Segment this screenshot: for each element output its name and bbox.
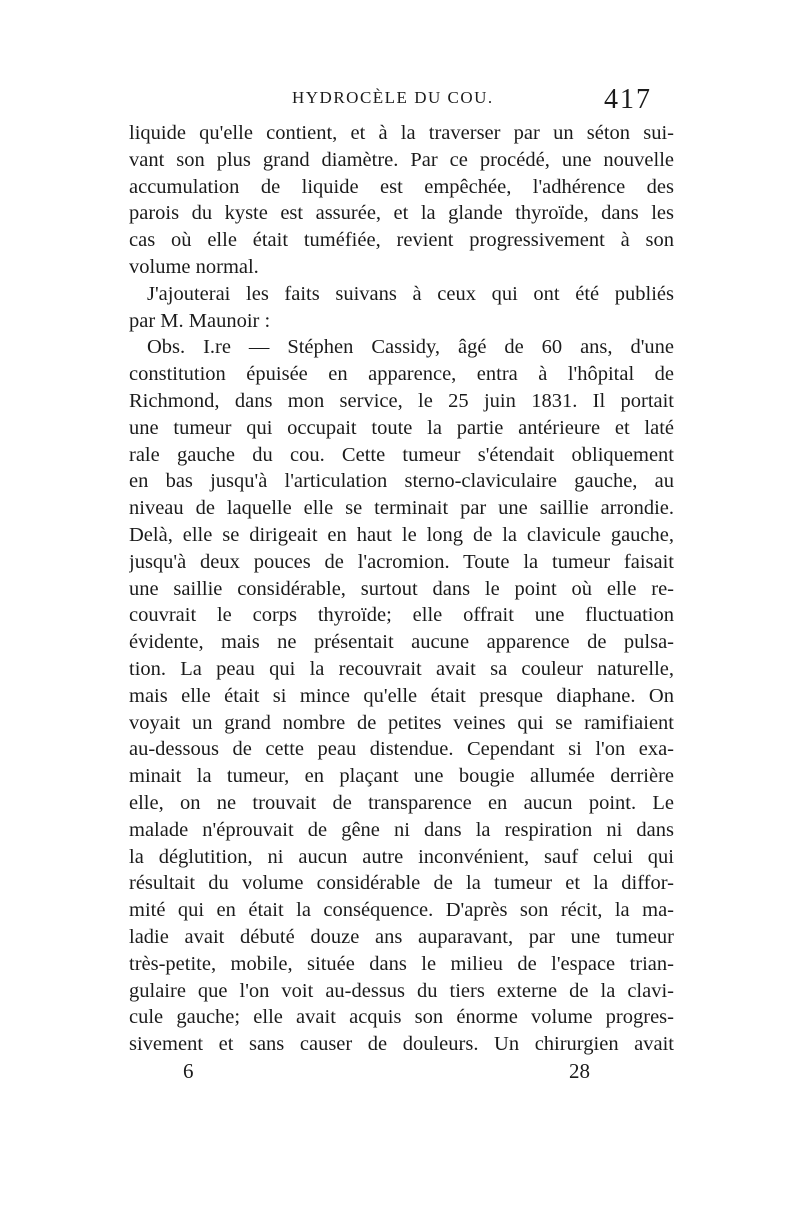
text-line: une saillie considérable, surtout dans le point où elle re- [129, 577, 674, 600]
running-title: HYDROCÈLE DU COU. [292, 88, 494, 107]
text-line: voyait un grand nombre de petites veines qui se ramifiaient [129, 711, 674, 734]
text-line: cas où elle était tuméfiée, revient progressivement à son [129, 229, 674, 252]
text-line: très-petite, mobile, située dans le milieu de l'espace trian- [129, 952, 674, 975]
text-line: en bas jusqu'à l'articulation sterno-claviculaire gauche, au [129, 470, 674, 493]
text-line: malade n'éprouvait de gêne ni dans la respiration ni dans [129, 818, 674, 841]
text-line: rale gauche du cou. Cette tumeur s'étendait obliquement [129, 443, 674, 466]
signature-mark-left: 6 [183, 1059, 194, 1083]
text-line: constitution épuisée en apparence, entra à l'hôpital de [129, 363, 674, 386]
text-line: J'ajouterai les faits suivans à ceux qui ont été publiés [147, 282, 674, 305]
text-line: vant son plus grand diamètre. Par ce procédé, une nouvelle [129, 148, 674, 171]
text-line: une tumeur qui occupait toute la partie antérieure et laté [129, 416, 674, 439]
text-line: Delà, elle se dirigeait en haut le long de la clavicule gauche, [129, 523, 674, 546]
text-line: mais elle était si mince qu'elle était presque diaphane. On [129, 684, 674, 707]
text-line: la déglutition, ni aucun autre inconvénient, sauf celui qui [129, 845, 674, 868]
text-line: niveau de laquelle elle se terminait par une saillie arrondie. [129, 497, 674, 520]
text-line: ladie avait débuté douze ans auparavant, par une tumeur [129, 925, 674, 948]
text-line: parois du kyste est assurée, et la glande thyroïde, dans les [129, 202, 674, 225]
text-line: tion. La peau qui la recouvrait avait sa couleur naturelle, [129, 657, 674, 680]
text-line: Richmond, dans mon service, le 25 juin 1831. Il portait [129, 389, 674, 412]
text-line: gulaire que l'on voit au-dessus du tiers externe de la clavi- [129, 979, 674, 1002]
text-line: au-dessous de cette peau distendue. Cependant si l'on exa- [129, 738, 674, 761]
body-text [129, 120, 674, 1058]
observation-heading-line: Obs. I.re — Stéphen Cassidy, âgé de 60 ans, d'une [147, 336, 674, 359]
signature-mark-right: 28 [569, 1059, 590, 1083]
text-line: liquide qu'elle contient, et à la traverser par un séton sui- [129, 122, 674, 144]
text-line: sivement et sans causer de douleurs. Un chirurgien avait [129, 1033, 674, 1056]
text-line: minait la tumeur, en plaçant une bougie allumée derrière [129, 765, 674, 788]
text-line: mité qui en était la conséquence. D'après son récit, la ma- [129, 899, 674, 922]
text-line: accumulation de liquide est empêchée, l'adhérence des [129, 175, 674, 198]
text-line: jusqu'à deux pouces de l'acromion. Toute la tumeur faisait [129, 550, 674, 573]
text-line: résultait du volume considérable de la tumeur et la diffor- [129, 872, 674, 895]
text-line: elle, on ne trouvait de transparence en aucun point. Le [129, 791, 674, 814]
text-line: volume normal. [129, 255, 259, 278]
text-line: par M. Maunoir : [129, 309, 271, 332]
text-line: cule gauche; elle avait acquis son énorme volume progres- [129, 1006, 674, 1029]
text-line: couvrait le corps thyroïde; elle offrait une fluctuation [129, 604, 674, 627]
page-number: 417 [604, 84, 652, 115]
text-line: évidente, mais ne présentait aucune apparence de pulsa- [129, 631, 674, 654]
